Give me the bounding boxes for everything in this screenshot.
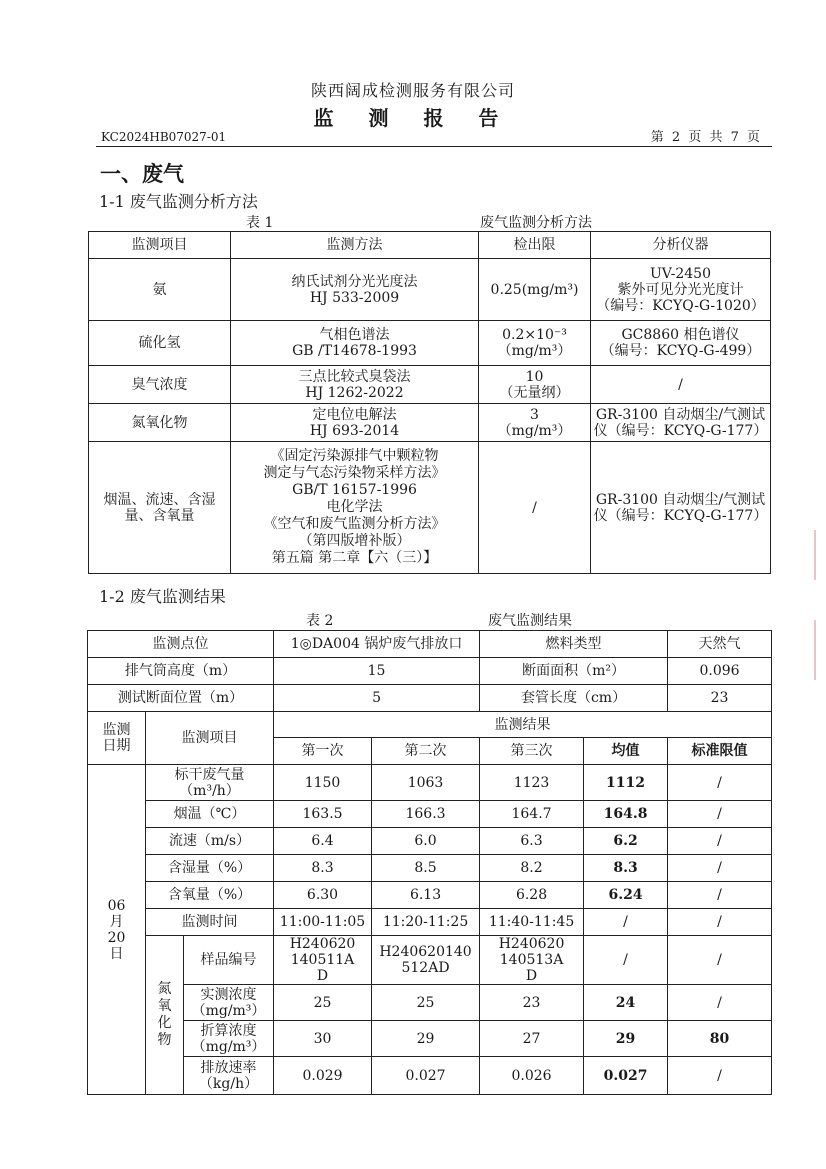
value-cell: H240620140513AD	[480, 936, 584, 985]
table-row	[89, 442, 771, 574]
table-row	[88, 882, 772, 909]
item-cell: 样品编号	[184, 936, 274, 985]
item-cell: 标干废气量（m³/h）	[146, 765, 274, 801]
value-cell: 6.0	[372, 828, 480, 855]
value-cell: 27	[480, 1021, 584, 1057]
item-cell: 折算浓度（mg/m³）	[184, 1021, 274, 1057]
limit-cell: /	[668, 936, 772, 985]
mean-cell: 29	[584, 1021, 668, 1057]
value-cell: 11:40-11:45	[480, 909, 584, 936]
value-cell: 6.13	[372, 882, 480, 909]
value-cell: 6.4	[274, 828, 372, 855]
limit-cell: /	[668, 828, 772, 855]
mean-cell: /	[584, 909, 668, 936]
item-cell: 含湿量（%）	[146, 855, 274, 882]
value-cell: 23	[480, 985, 584, 1021]
position-value: 5	[274, 685, 480, 712]
date-cell: 06 月 20 日	[88, 765, 146, 1095]
limit-cell: 3 （mg/m³）	[479, 404, 591, 442]
table-2-title: 废气监测结果	[488, 613, 572, 629]
table-row	[88, 828, 772, 855]
mean-cell: 1112	[584, 765, 668, 801]
value-cell: 0.029	[274, 1057, 372, 1095]
col-header: 均值	[584, 738, 668, 765]
value-cell: 164.7	[480, 801, 584, 828]
table-header-row	[89, 232, 771, 259]
instrument-cell: /	[591, 366, 771, 404]
value-cell: 11:00-11:05	[274, 909, 372, 936]
instrument-cell: GR-3100 自动烟尘/气测试 仪（编号：KCYQ-G-177）	[591, 442, 771, 574]
method-cell: 气相色谱法 GB /T14678-1993	[231, 321, 479, 366]
section-2-heading: 1-2 废气监测结果	[99, 587, 226, 606]
limit-cell: 0.2×10⁻³ （mg/m³）	[479, 321, 591, 366]
table-row	[89, 321, 771, 366]
value-cell: 1150	[274, 765, 372, 801]
method-cell: 定电位电解法 HJ 693-2014	[231, 404, 479, 442]
col-header: 标准限值	[668, 738, 772, 765]
date-header: 监测日期	[88, 712, 146, 765]
limit-cell: /	[479, 442, 591, 574]
value-cell: 1063	[372, 765, 480, 801]
value-cell: 8.2	[480, 855, 584, 882]
table-row	[88, 1057, 772, 1095]
area-value: 0.096	[668, 658, 772, 685]
value-cell: 166.3	[372, 801, 480, 828]
table-row	[88, 801, 772, 828]
info-row	[88, 658, 772, 685]
instrument-cell: GC8860 相色谱仪 （编号：KCYQ-G-499）	[591, 321, 771, 366]
mean-cell: /	[584, 936, 668, 985]
table-row	[88, 855, 772, 882]
limit-cell: /	[668, 985, 772, 1021]
instrument-cell: UV-2450 紫外可见分光光度计 （编号：KCYQ-G-1020）	[591, 259, 771, 321]
mean-cell: 164.8	[584, 801, 668, 828]
height-value: 15	[274, 658, 480, 685]
limit-cell: /	[668, 765, 772, 801]
limit-cell: 80	[668, 1021, 772, 1057]
point-label: 监测点位	[88, 631, 274, 658]
item-cell: 硫化氢	[89, 321, 231, 366]
mean-cell: 0.027	[584, 1057, 668, 1095]
company-name: 陕西阔成检测服务有限公司	[310, 81, 515, 100]
value-cell: 6.3	[480, 828, 584, 855]
mean-cell: 6.24	[584, 882, 668, 909]
limit-cell: 0.25(mg/m³)	[479, 259, 591, 321]
table-row	[88, 936, 772, 985]
value-cell: 11:20-11:25	[372, 909, 480, 936]
table-row	[88, 909, 772, 936]
mean-cell: 6.2	[584, 828, 668, 855]
method-cell: 《固定污染源排气中颗粒物 测定与气态污染物采样方法》 GB/T 16157-1996 电化学法 《空气和废气监测分析方法》 （第四版增补版） 第五篇 第二章【六（三）】	[231, 442, 479, 574]
seal-edge-mark	[814, 530, 826, 580]
value-cell: 6.28	[480, 882, 584, 909]
height-label: 排气筒高度（m）	[88, 658, 274, 685]
table-1-number: 表 1	[246, 215, 274, 231]
item-cell: 监测时间	[146, 909, 274, 936]
instrument-cell: GR-3100 自动烟尘/气测试 仪（编号：KCYQ-G-177）	[591, 404, 771, 442]
value-cell: H240620140512AD	[372, 936, 480, 985]
table-row	[89, 259, 771, 321]
section-1-heading: 1-1 废气监测分析方法	[99, 192, 258, 211]
item-cell: 烟温（℃）	[146, 801, 274, 828]
fuel-label: 燃料类型	[480, 631, 668, 658]
limit-cell: /	[668, 855, 772, 882]
table-2-number: 表 2	[306, 613, 334, 629]
value-cell: 29	[372, 1021, 480, 1057]
table-row	[89, 404, 771, 442]
table-row	[88, 985, 772, 1021]
item-cell: 烟温、流速、含湿量、含氧量	[89, 442, 231, 574]
item-cell: 实测浓度（mg/m³）	[184, 985, 274, 1021]
section-title: 一、废气	[100, 161, 184, 186]
value-cell: H240620140511AD	[274, 936, 372, 985]
area-label: 断面面积（m²）	[480, 658, 668, 685]
report-number: KC2024HB07027-01	[101, 130, 227, 144]
value-cell: 1123	[480, 765, 584, 801]
limit-cell: /	[668, 1057, 772, 1095]
item-cell: 含氧量（%）	[146, 882, 274, 909]
table-row	[89, 366, 771, 404]
item-header: 监测项目	[146, 712, 274, 765]
value-cell: 25	[274, 985, 372, 1021]
table-1-title: 废气监测分析方法	[480, 215, 592, 231]
result-header: 监测结果	[274, 712, 772, 738]
item-cell: 流速（m/s）	[146, 828, 274, 855]
header-cell: 监测方法	[231, 232, 479, 259]
method-cell: 三点比较式臭袋法 HJ 1262-2022	[231, 366, 479, 404]
seal-edge-mark	[814, 620, 826, 680]
value-cell: 0.027	[372, 1057, 480, 1095]
tube-label: 套管长度（cm）	[480, 685, 668, 712]
limit-cell: 10 （无量纲）	[479, 366, 591, 404]
result-header-row	[88, 712, 772, 738]
item-cell: 臭气浓度	[89, 366, 231, 404]
mean-cell: 24	[584, 985, 668, 1021]
value-cell: 30	[274, 1021, 372, 1057]
nox-group-label: 氮氧化物	[146, 936, 184, 1095]
item-cell: 氨	[89, 259, 231, 321]
header-cell: 检出限	[479, 232, 591, 259]
item-cell: 排放速率（kg/h）	[184, 1057, 274, 1095]
table-row	[88, 1021, 772, 1057]
page-indicator: 第 2 页 共 7 页	[650, 130, 762, 145]
mean-cell: 8.3	[584, 855, 668, 882]
limit-cell: /	[668, 801, 772, 828]
header-cell: 分析仪器	[591, 232, 771, 259]
limit-cell: /	[668, 882, 772, 909]
col-header: 第三次	[480, 738, 584, 765]
info-row	[88, 631, 772, 658]
position-label: 测试断面位置（m）	[88, 685, 274, 712]
value-cell: 6.30	[274, 882, 372, 909]
report-title: 监 测 报 告	[313, 106, 513, 130]
header-cell: 监测项目	[89, 232, 231, 259]
tube-value: 23	[668, 685, 772, 712]
value-cell: 0.026	[480, 1057, 584, 1095]
value-cell: 8.5	[372, 855, 480, 882]
col-header: 第一次	[274, 738, 372, 765]
item-cell: 氮氧化物	[89, 404, 231, 442]
method-cell: 纳氏试剂分光光度法 HJ 533-2009	[231, 259, 479, 321]
results-table	[87, 630, 772, 1095]
value-cell: 163.5	[274, 801, 372, 828]
fuel-value: 天然气	[668, 631, 772, 658]
value-cell: 25	[372, 985, 480, 1021]
table-row	[88, 765, 772, 801]
col-header: 第二次	[372, 738, 480, 765]
limit-cell: /	[668, 909, 772, 936]
header-rule	[96, 146, 772, 147]
methods-table	[88, 231, 771, 574]
point-value: 1◎DA004 锅炉废气排放口	[274, 631, 480, 658]
value-cell: 8.3	[274, 855, 372, 882]
info-row	[88, 685, 772, 712]
